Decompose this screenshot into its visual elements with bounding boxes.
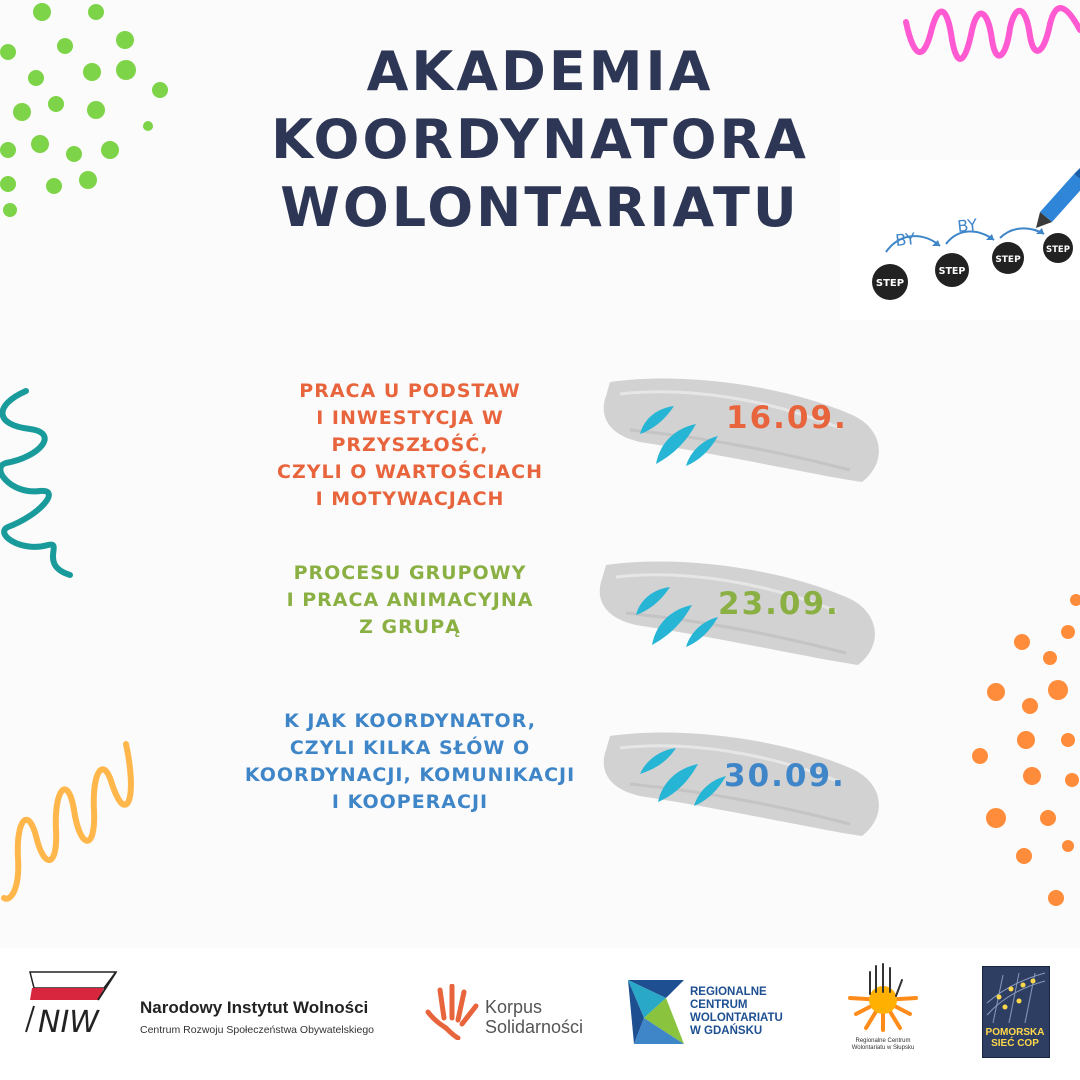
rcw-logo: [626, 978, 686, 1046]
svg-text:BY: BY: [894, 229, 917, 250]
topic-line: I MOTYWACJACH: [315, 488, 505, 510]
page-title: [250, 38, 830, 242]
topic-line: CZYLI O WARTOŚCIACH: [277, 461, 543, 483]
cop-text: [982, 1027, 1048, 1049]
orange-dots-decoration: [960, 580, 1080, 920]
pink-squiggle-decoration: [900, 0, 1080, 80]
session-date: 30.09.: [724, 758, 846, 794]
niw-text: [140, 998, 374, 1036]
niw-subtitle: Centrum Rozwoju Społeczeństwa Obywatelskiego: [140, 1024, 375, 1036]
cop-line: POMORSKA: [985, 1027, 1045, 1038]
topic-line: Z GRUPĄ: [359, 616, 461, 638]
topic-line: CZYLI KILKA SŁÓW O: [289, 737, 531, 759]
slupsk-sun-logo: [846, 962, 920, 1036]
topic-line: KOORDYNACJI, KOMUNIKACJI: [244, 764, 576, 786]
rcw-text: [690, 986, 783, 1038]
title-line: WOLONTARIATU: [280, 176, 800, 239]
title-line: KOORDYNATORA: [271, 108, 809, 171]
svg-text:STEP: STEP: [875, 278, 905, 289]
korpus-text: [485, 997, 583, 1037]
topic-line: I PRACA ANIMACYJNA: [286, 589, 534, 611]
niw-logo: [24, 970, 124, 1036]
svg-text:NIW: NIW: [38, 1005, 99, 1036]
topic-line: K JAK KOORDYNATOR,: [284, 710, 536, 732]
svg-text:BY: BY: [956, 215, 979, 236]
korpus-line: Korpus: [485, 997, 543, 1017]
topic-line: I INWESTYCJA W PRZYSZŁOŚĆ,: [316, 407, 504, 456]
rcw-line: WOLONTARIATU: [690, 1012, 783, 1024]
title-line: AKADEMIA: [366, 40, 714, 103]
korpus-line: Solidarności: [485, 1017, 584, 1037]
green-dots-decoration: [0, 0, 190, 230]
rcw-line: CENTRUM: [690, 999, 748, 1011]
slupsk-line: Wolontariatu w Słupsku: [851, 1045, 915, 1051]
session-date: 16.09.: [726, 400, 848, 436]
session-topic: [240, 560, 580, 641]
rcw-line: REGIONALNE: [690, 986, 767, 998]
topic-line: I KOOPERACJI: [331, 791, 489, 813]
yellow-squiggle-decoration: [0, 740, 140, 910]
svg-text:STEP: STEP: [938, 266, 966, 277]
cop-line: SIEĆ COP: [991, 1038, 1039, 1049]
teal-squiggle-decoration: [0, 385, 80, 585]
session-topic: [240, 378, 580, 513]
topic-line: PROCESU GRUPOWY: [293, 562, 527, 584]
niw-name: Narodowy Instytut Wolności: [140, 998, 369, 1017]
session-date: 23.09.: [718, 586, 840, 622]
rcw-line: W GDAŃSKU: [690, 1025, 763, 1037]
topic-line: PRACA U PODSTAW: [299, 380, 521, 402]
hand-icon: [420, 984, 480, 1040]
network-icon: [983, 967, 1049, 1027]
svg-text:STEP: STEP: [1046, 245, 1070, 255]
slupsk-text: [838, 1038, 928, 1052]
session-topic: [240, 708, 580, 816]
svg-text:STEP: STEP: [995, 255, 1021, 265]
step-by-step-illustration: [840, 160, 1080, 320]
slupsk-line: Regionalne Centrum: [855, 1038, 911, 1044]
